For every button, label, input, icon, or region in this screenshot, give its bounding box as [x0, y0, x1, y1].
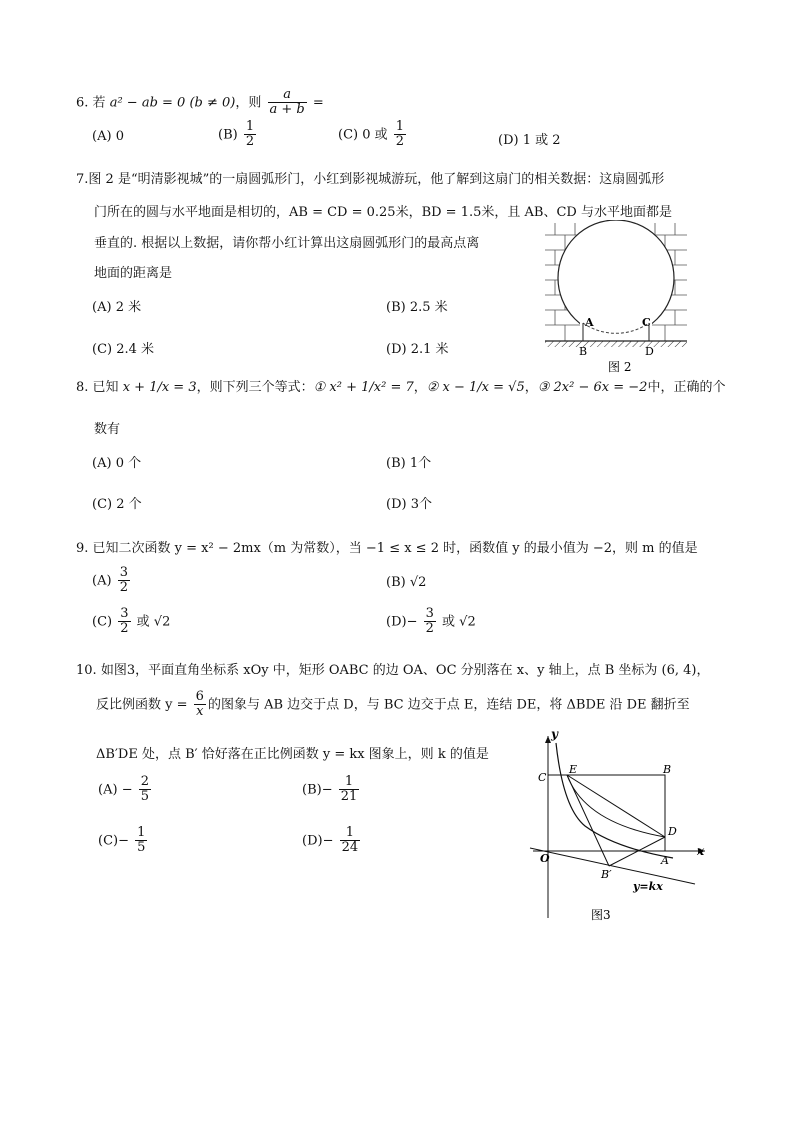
- q8-line2: 数有: [94, 422, 121, 437]
- label-x: x: [697, 844, 705, 858]
- q7-option-a[interactable]: (A) 2 米: [92, 300, 142, 315]
- q9-stem: 9. 已知二次函数 y = x² − 2mx（m 为常数），当 −1 ≤ x ≤ 2 时，函数值 y 的最小值为 −2，则 m 的值是: [76, 541, 698, 556]
- q8-option-a[interactable]: (A) 0 个: [92, 456, 142, 471]
- q6-fraction: $\frac{a}{a + b}$: [269, 87, 305, 118]
- label-c: C: [538, 771, 547, 784]
- figure-2-arch-door: [540, 220, 690, 375]
- label-e: E: [569, 763, 578, 776]
- q6-text-c: =: [312, 95, 324, 111]
- q8-eq1: ① x² + 1/x² = 7: [313, 380, 414, 395]
- q8-stem: 8. 已知 x + 1/x = 3，则下列三个等式：① x² + 1/x² = 7，② x − 1/x = √5，③ 2x² − 6x = −2中，正确的个: [76, 380, 726, 395]
- ground-hatch: [545, 341, 687, 347]
- q6-option-c[interactable]: (C) 0 或 $\frac{1}{2}$: [338, 119, 405, 150]
- q9-option-d[interactable]: (D)− $\frac{3}{2}$ 或 √2: [386, 606, 476, 637]
- figure-3-coordinate-diagram: [525, 728, 715, 928]
- q6-equation: a² − ab = 0 (b ≠ 0): [109, 95, 236, 111]
- q9-option-a[interactable]: (A) $\frac{3}{2}$: [92, 565, 128, 596]
- label-a: A: [585, 316, 594, 329]
- arch-circle: [558, 220, 674, 336]
- line-y-kx: [530, 848, 695, 884]
- q8-option-d[interactable]: (D) 3个: [386, 497, 432, 512]
- q6-stem: [76, 88, 324, 118]
- label-b-prime: B′: [601, 868, 612, 881]
- q9-option-b[interactable]: (B) √2: [386, 575, 427, 590]
- q7-option-c[interactable]: (C) 2.4 米: [92, 342, 155, 357]
- q8-eq3: ③ 2x² − 6x = −2: [537, 380, 648, 395]
- q6-option-b[interactable]: (B) $\frac{1}{2}$: [218, 119, 255, 150]
- q10-option-a[interactable]: (A) − $\frac{2}{5}$: [98, 774, 150, 805]
- label-c: C: [642, 316, 651, 329]
- figure-3-caption: 图3: [591, 908, 611, 922]
- q8-condition: x + 1/x = 3: [122, 380, 197, 395]
- q6-number: 6.: [76, 95, 89, 111]
- q7-line1: 7.图 2 是“明清影视城”的一扇圆弧形门，小红到影视城游玩，他了解到这扇门的相关数据：这扇圆弧形: [76, 172, 665, 187]
- q6-option-d[interactable]: (D) 1 或 2: [498, 133, 561, 148]
- label-y-kx: y=kx: [633, 880, 663, 893]
- hyperbola-curve: [556, 743, 673, 858]
- q10-line1: 10. 如图3，平面直角坐标系 xOy 中，矩形 OABC 的边 OA、OC 分别落在 x、y 轴上，点 B 坐标为 (6, 4)，: [76, 663, 710, 678]
- q7-line4: 地面的距离是: [94, 266, 173, 281]
- rectangle-oabc: [548, 775, 665, 851]
- q8-eq2: ② x − 1/x = √5: [426, 380, 525, 395]
- label-a: A: [661, 854, 669, 867]
- q10-line2: 反比例函数 y = $\frac{6}{x}$ 的图象与 AB 边交于点 D，与 BC 边交于点 E，连结 DE，将 ΔBDE 沿 DE 翻折至: [96, 689, 690, 720]
- q8-option-c[interactable]: (C) 2 个: [92, 497, 142, 512]
- q7-option-b[interactable]: (B) 2.5 米: [386, 300, 448, 315]
- q10-option-b[interactable]: (B)− $\frac{1}{21}$: [302, 774, 358, 805]
- q7-option-d[interactable]: (D) 2.1 米: [386, 342, 449, 357]
- q9-option-c[interactable]: (C) $\frac{3}{2}$ 或 √2: [92, 606, 171, 637]
- label-o: O: [540, 852, 550, 865]
- q6-option-a[interactable]: (A) 0: [92, 129, 124, 144]
- label-b: B: [579, 345, 588, 358]
- q8-option-b[interactable]: (B) 1个: [386, 456, 432, 471]
- label-d: D: [668, 825, 677, 838]
- q7-line2: 门所在的圆与水平地面是相切的，AB = CD = 0.25米，BD = 1.5米，且 AB、CD 与水平地面都是: [94, 205, 672, 220]
- q6-text-b: ，则: [235, 95, 262, 111]
- label-b: B: [663, 763, 672, 776]
- figure-2-caption: 图 2: [608, 360, 632, 374]
- q10-line3: ΔB′DE 处，点 B′ 恰好落在正比例函数 y = kx 图象上，则 k 的值是: [96, 747, 489, 762]
- label-d: D: [645, 345, 654, 358]
- q10-option-d[interactable]: (D)− $\frac{1}{24}$: [302, 825, 359, 856]
- q6-text-a: 若: [92, 95, 106, 111]
- q10-option-c[interactable]: (C)− $\frac{1}{5}$: [98, 825, 146, 856]
- label-y: y: [551, 728, 558, 741]
- q7-line3: 垂直的. 根据以上数据，请你帮小红计算出这扇圆弧形门的最高点离: [94, 236, 480, 251]
